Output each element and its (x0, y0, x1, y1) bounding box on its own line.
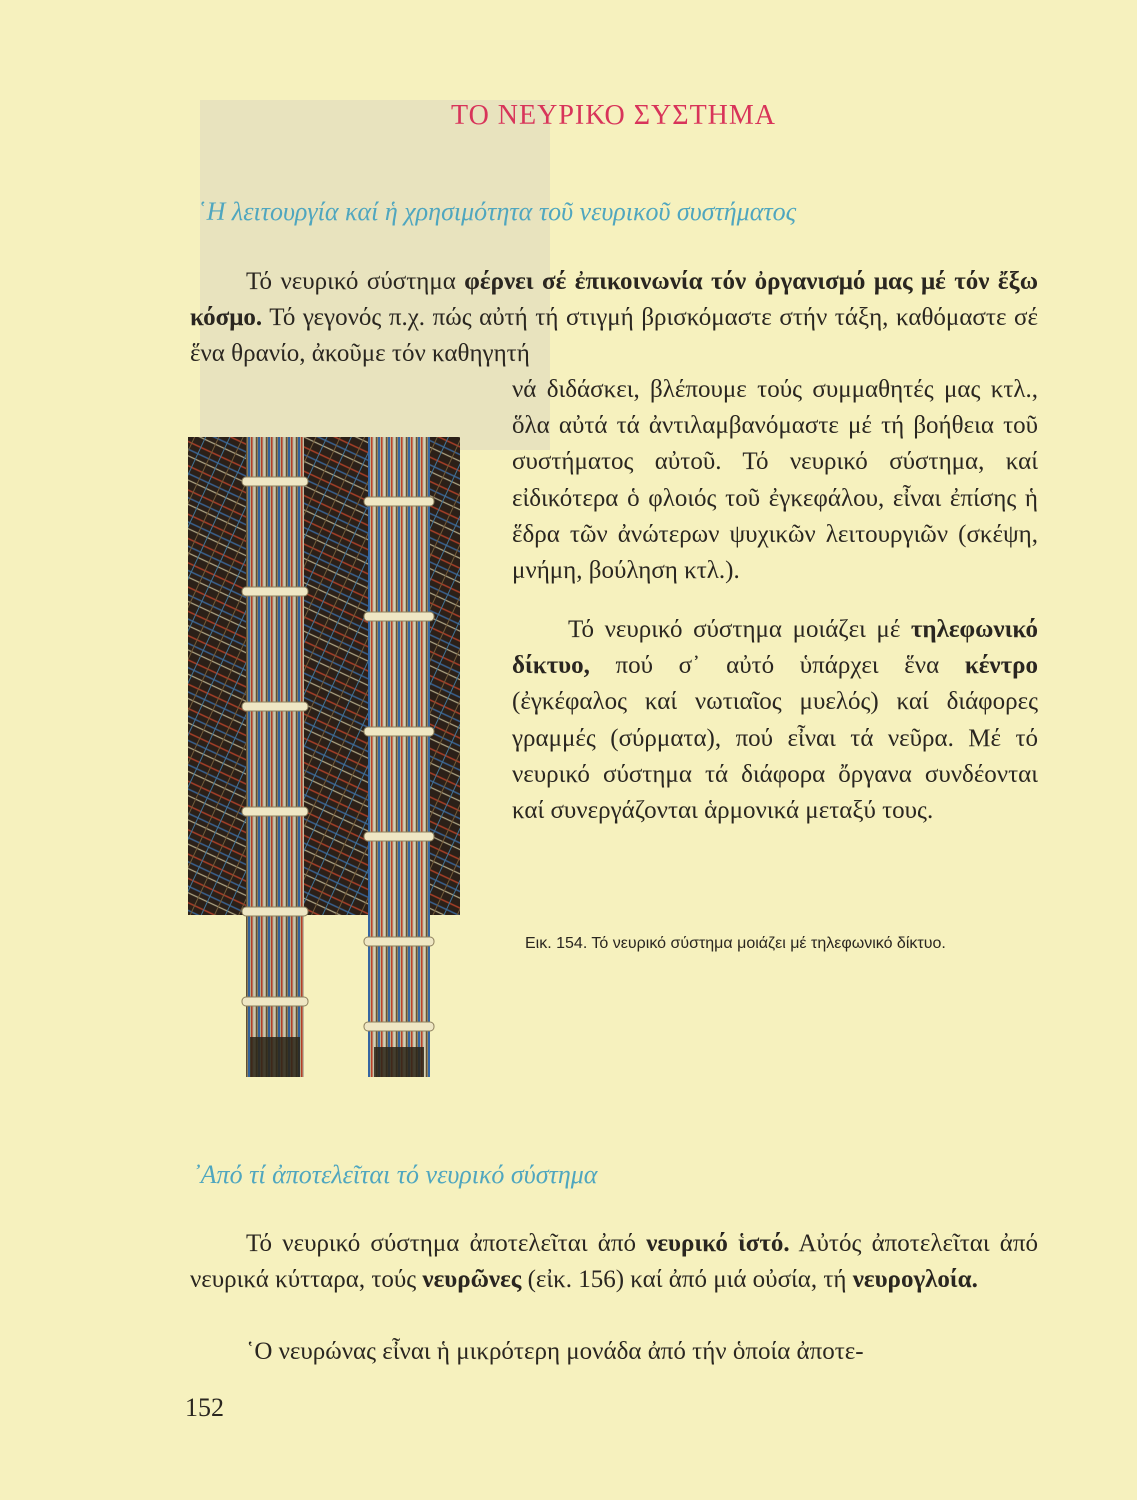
text-run: (ἐγκέφαλος καί νωτιαῖος μυελός) καί διάφορες γραμμές (σύρματα), πού εἶναι τά νεῦρα. Μέ τό νευρικό σύστημα τά διάφορα ὄργανα συνδέονται καί συνεργάζονται ἁρμονικά μεταξύ τους. (512, 688, 1038, 825)
paragraph-intro (190, 264, 1038, 373)
text-run: Τό γεγονός π.χ. πώς αὐτή τή στιγμή βρισκόμαστε στήν τάξη, καθόμαστε σέ ἕνα θρανίο, ἀκοῦμε τόν καθηγητή (190, 304, 1038, 368)
figure-telephone-cables (188, 437, 488, 1087)
section-heading-composition: ᾽Από τί ἀποτελεῖται τό νευρικό σύστημα (192, 1160, 598, 1189)
text-run: Τό νευρικό σύστημα μοιάζει μέ (568, 616, 911, 643)
bold-run: κέντρο (964, 652, 1038, 680)
text-run: (εἰκ. 156) καί ἀπό μιά οὐσία, τή (521, 1266, 853, 1294)
bold-run: νευρῶνες (422, 1266, 522, 1294)
text-run: Τό νευρικό σύστημα (246, 268, 465, 295)
bold-run: τηλεφωνικό δίκτυο, (512, 616, 1038, 680)
bold-run: φέρνει σέ ἐπικοινωνία τόν ὀργανισμό μας μέ τόν ἔξω κόσμο. (190, 268, 1038, 332)
paragraph-composition (190, 1226, 1038, 1298)
chapter-title: ΤΟ ΝΕΥΡΙΚΟ ΣΥΣΤΗΜΑ (450, 100, 777, 131)
bold-run: νευρογλοία. (852, 1266, 978, 1294)
section-heading-function: ῾Η λειτουργία καί ἡ χρησιμότητα τοῦ νευρικοῦ συστήματος (198, 197, 797, 226)
paragraph-telephone-analogy (512, 612, 1038, 829)
paragraph-perception: νά διδάσκει, βλέπουμε τούς συμμαθητές μας κτλ., ὅλα αὐτά τά ἀντιλαμβανόμαστε μέ τή βοήθεια τοῦ συστήματος αὐτοῦ. Τό νευρικό σύστημα, καί εἰδικότερα ὁ φλοιός τοῦ ἐγκεφάλου, εἶναι ἐπίσης ἡ ἕδρα τῶν ἀνώτερων ψυχικῶν λειτουργιῶν (σκέψη, μνήμη, βούληση κτλ.). (512, 376, 1038, 585)
bold-run: νευρικό ἱστό. (646, 1230, 790, 1257)
text-run: πού σ᾽ αὐτό ὑπάρχει ἕνα (589, 652, 965, 680)
text-run: Τό νευρικό σύστημα ἀποτελεῖται ἀπό (246, 1230, 647, 1257)
page-number: 152 (185, 1393, 224, 1422)
text-run: Αὐτός ἀποτελεῖται ἀπό νευρικά κύτταρα, τούς (190, 1230, 1038, 1294)
paragraph-neuron: ῾Ο νευρώνας εἶναι ἡ μικρότερη μονάδα ἀπό τήν ὁποία ἀποτε- (246, 1338, 864, 1365)
figure-caption: Εικ. 154. Τό νευρικό σύστημα μοιάζει μέ τηλεφωνικό δίκτυο. (525, 935, 946, 952)
